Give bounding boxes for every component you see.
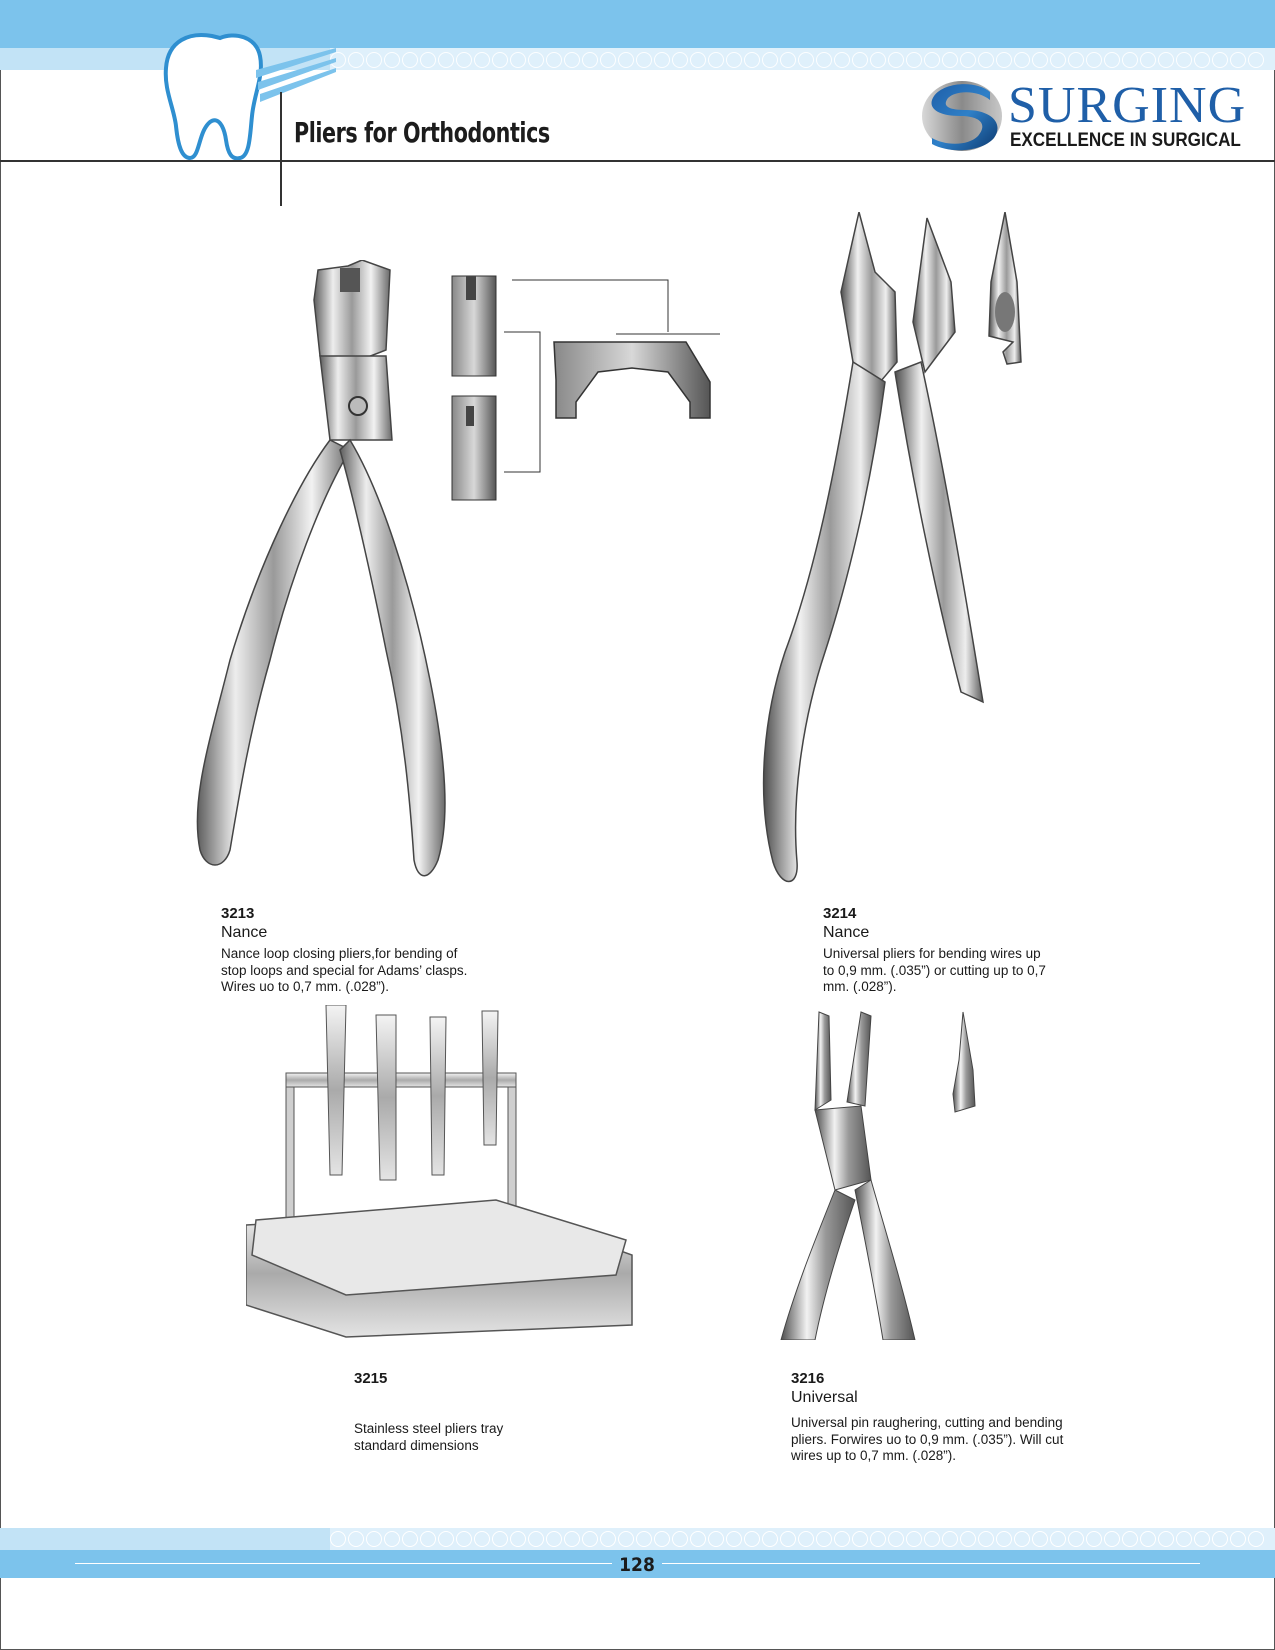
product-code: 3214 bbox=[823, 905, 857, 922]
description-line: pliers. Forwires uo to 0,9 mm. (.035”). Will cut bbox=[791, 1431, 1064, 1447]
product-description bbox=[791, 1415, 1111, 1465]
description-line: Wires uo to 0,7 mm. (.028”). bbox=[221, 979, 390, 994]
brand-name: SURGING bbox=[1008, 77, 1247, 134]
description-line: to 0,9 mm. (.035”) or cutting up to 0,7 bbox=[823, 962, 1046, 978]
description-line: wires up to 0,7 mm. (.028”). bbox=[791, 1448, 957, 1463]
logo-swoosh-icon bbox=[920, 78, 1004, 154]
page-title: Pliers for Orthodontics bbox=[294, 116, 550, 149]
description-line: standard dimensions bbox=[354, 1437, 479, 1453]
description-line: Nance loop closing pliers,for bending of bbox=[221, 946, 458, 961]
product-name: Universal bbox=[791, 1389, 858, 1406]
page-number: 128 bbox=[612, 1553, 662, 1577]
description-line: mm. (.028”). bbox=[823, 979, 897, 994]
product-name: Nance bbox=[823, 924, 870, 941]
header-divider-vertical bbox=[280, 92, 282, 206]
description-line: stop loops and special for Adams’ clasps. bbox=[221, 962, 468, 978]
brand-logo bbox=[920, 78, 1250, 158]
universal-pin-pliers-image bbox=[775, 1010, 1000, 1340]
product-3213 bbox=[221, 905, 521, 996]
product-description bbox=[354, 1421, 594, 1454]
product-name bbox=[354, 1388, 594, 1407]
product-3216 bbox=[791, 1370, 1111, 1465]
description-line: Universal pliers for bending wires up bbox=[823, 946, 1041, 961]
header-divider-horizontal bbox=[0, 160, 1275, 162]
product-code: 3215 bbox=[354, 1370, 388, 1387]
universal-bending-pliers-image bbox=[755, 212, 1065, 897]
pliers-tray-image bbox=[246, 1005, 636, 1345]
product-name: Nance bbox=[221, 924, 268, 941]
product-3215 bbox=[354, 1370, 594, 1454]
product-description bbox=[823, 946, 1103, 996]
description-line: Stainless steel pliers tray bbox=[354, 1421, 504, 1436]
bottom-band-pale bbox=[0, 1528, 330, 1550]
top-ring-pattern bbox=[330, 52, 1275, 68]
product-3214 bbox=[823, 905, 1103, 996]
product-description bbox=[221, 946, 521, 996]
product-code: 3216 bbox=[791, 1370, 825, 1387]
product-code: 3213 bbox=[221, 905, 255, 922]
nance-loop-tip-detail-image bbox=[448, 272, 728, 504]
brand-tagline: EXCELLENCE IN SURGICAL bbox=[1010, 130, 1241, 151]
bottom-ring-pattern bbox=[330, 1531, 1275, 1547]
description-line: Universal pin raughering, cutting and bending bbox=[791, 1415, 1063, 1430]
